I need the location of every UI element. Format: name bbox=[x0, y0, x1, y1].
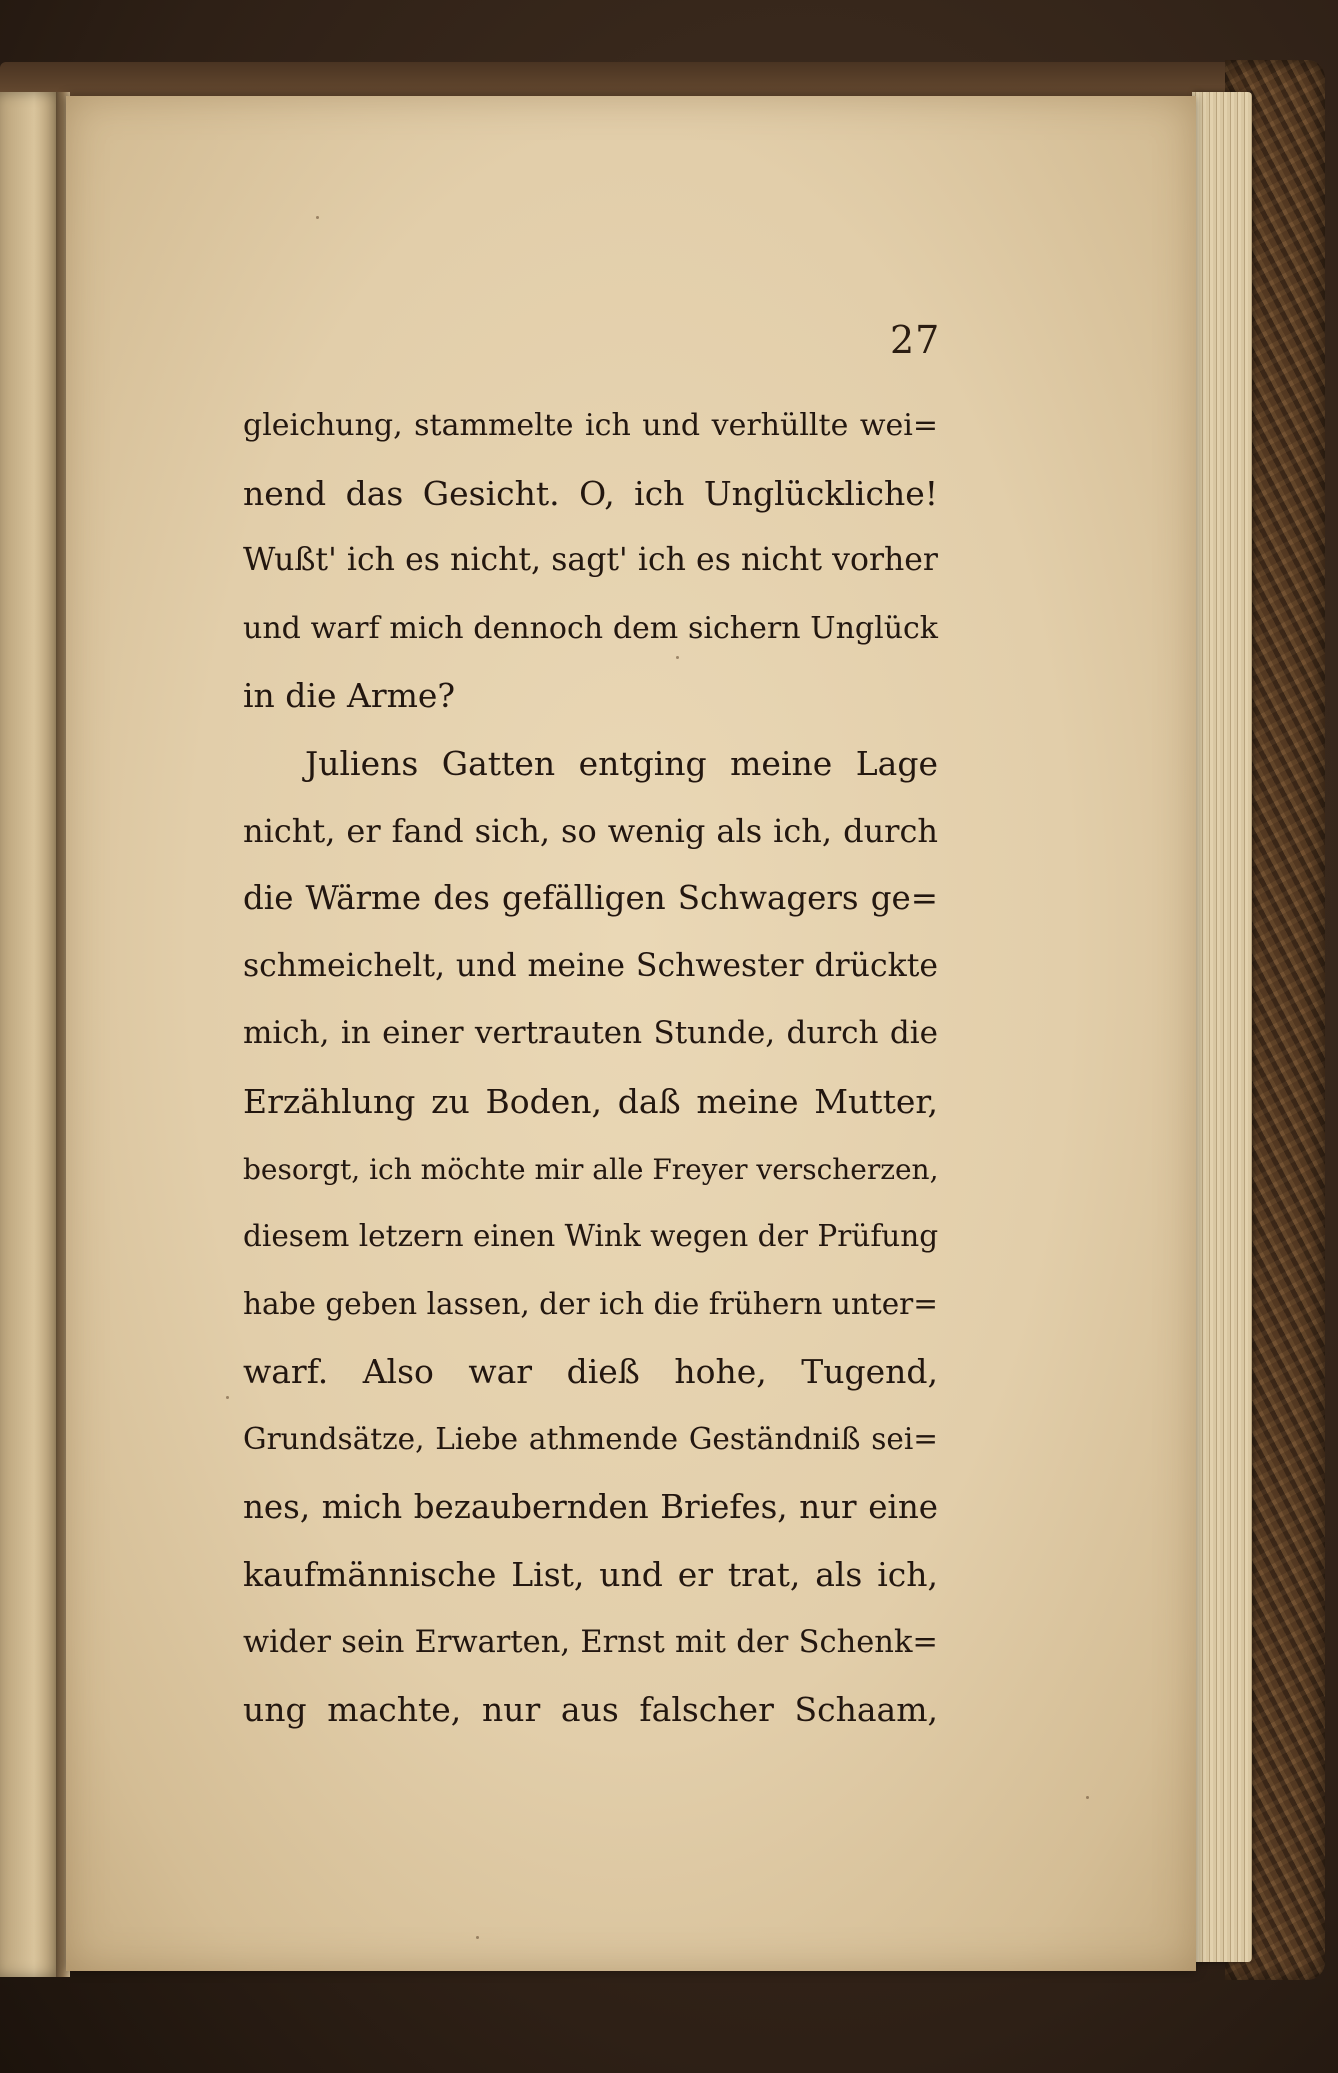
page-number: 27 bbox=[890, 318, 941, 362]
text-line: nicht, er fand sich, so wenig als ich, durch bbox=[243, 811, 938, 850]
text-line: wider sein Erwarten, Ernst mit der Schenk= bbox=[243, 1624, 938, 1660]
text-line: mich, in einer vertrauten Stunde, durch die bbox=[243, 1015, 938, 1052]
text-line: besorgt, ich möchte mir alle Freyer verscherzen, bbox=[243, 1152, 939, 1186]
text-line: habe geben lassen, der ich die frühern unter= bbox=[243, 1286, 938, 1321]
text-line: ung machte, nur aus falscher Schaam, bbox=[243, 1690, 938, 1730]
body-text bbox=[243, 392, 938, 1744]
text-line: in die Arme? bbox=[243, 676, 456, 716]
text-line: diesem letzern einen Wink wegen der Prüfung bbox=[243, 1219, 939, 1254]
text-line: Wußt' ich es nicht, sagt' ich es nicht vorher bbox=[243, 542, 938, 579]
text-line: und warf mich dennoch dem sichern Unglück bbox=[243, 610, 938, 646]
text-line: Juliens Gatten entging meine Lage bbox=[305, 743, 938, 783]
text-line: schmeichelt, und meine Schwester drückte bbox=[243, 947, 938, 984]
text-line: Grundsätze, Liebe athmende Geständniß sei= bbox=[243, 1421, 938, 1456]
text-line: nes, mich bezaubernden Briefes, nur eine bbox=[243, 1487, 938, 1526]
text-line: kaufmännische List, und er trat, als ich, bbox=[243, 1555, 938, 1595]
text-line: die Wärme des gefälligen Schwagers ge= bbox=[243, 879, 938, 918]
text-line: Erzählung zu Boden, daß meine Mutter, bbox=[243, 1081, 938, 1121]
left-page-edge bbox=[0, 92, 62, 1977]
text-line: gleichung, stammelte ich und verhüllte wei= bbox=[243, 408, 938, 443]
page-edges bbox=[1192, 92, 1252, 1962]
text-line: nend das Gesicht. O, ich Unglückliche! bbox=[243, 473, 938, 513]
text-line: warf. Also war dieß hohe, Tugend, bbox=[243, 1352, 938, 1392]
